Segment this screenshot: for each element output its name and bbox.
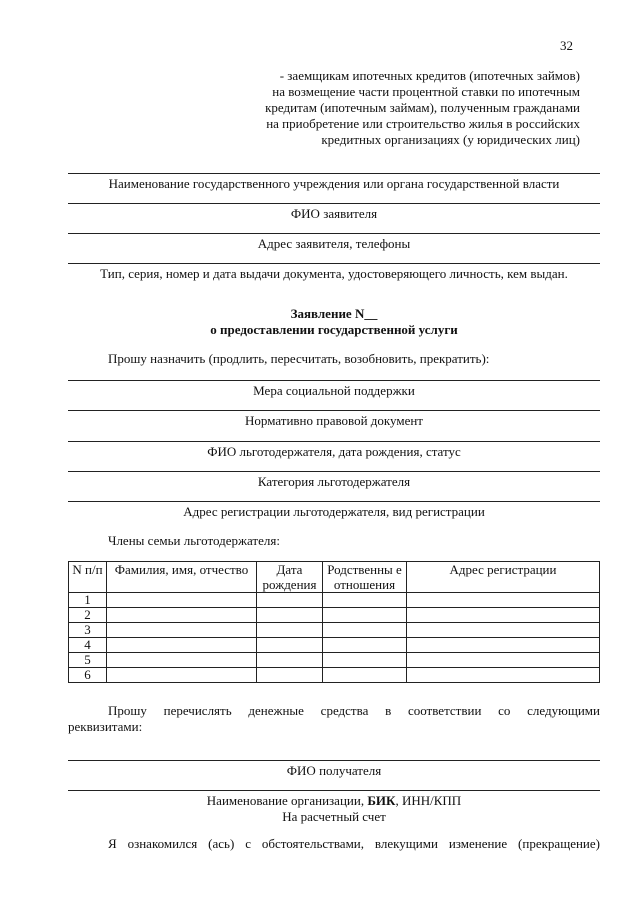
- table-cell[interactable]: [257, 608, 323, 623]
- application-title-line1: Заявление N__: [290, 306, 378, 321]
- legal-document-field-label: Нормативно правовой документ: [68, 410, 600, 429]
- column-header-full-name: Фамилия, имя, отчество: [107, 562, 257, 593]
- table-cell[interactable]: [323, 593, 407, 608]
- table-cell[interactable]: [257, 638, 323, 653]
- table-cell[interactable]: [257, 623, 323, 638]
- beneficiary-category-field-label: Категория льготодержателя: [68, 471, 600, 490]
- table-cell[interactable]: [257, 668, 323, 683]
- column-header-birth-date: Дата рождения: [257, 562, 323, 593]
- table-cell[interactable]: [323, 653, 407, 668]
- table-row: [69, 608, 600, 623]
- organization-field-label: [68, 790, 600, 825]
- table-cell[interactable]: [323, 608, 407, 623]
- table-cell[interactable]: [407, 653, 600, 668]
- addressee-line: на приобретение или строительство жилья в российских: [266, 116, 580, 131]
- beneficiary-address-field-label: Адрес регистрации льготодержателя, вид регистрации: [68, 501, 600, 520]
- table-cell[interactable]: [107, 653, 257, 668]
- application-title: [68, 306, 600, 338]
- column-header-relationship: Родственны е отношения: [323, 562, 407, 593]
- applicant-name-field-label: ФИО заявителя: [68, 203, 600, 222]
- table-cell[interactable]: [407, 593, 600, 608]
- row-number: 2: [69, 608, 107, 623]
- column-header-registration-address: Адрес регистрации: [407, 562, 600, 593]
- addressee-line: - заемщикам ипотечных кредитов (ипотечных займов): [279, 68, 580, 83]
- table-row: [69, 593, 600, 608]
- table-row: [69, 623, 600, 638]
- transfer-text-line1: Прошу перечислять денежные средства в соответствии со следующими: [108, 703, 600, 718]
- addressee-line: кредитам (ипотечным займам), полученным гражданами: [265, 100, 580, 115]
- institution-field-label: Наименование государственного учреждения или органа государственной власти: [68, 173, 600, 192]
- table-cell[interactable]: [407, 638, 600, 653]
- table-cell[interactable]: [323, 668, 407, 683]
- row-number: 4: [69, 638, 107, 653]
- family-members-table: [68, 561, 600, 683]
- table-row: [69, 638, 600, 653]
- table-cell[interactable]: [323, 623, 407, 638]
- table-cell[interactable]: [257, 593, 323, 608]
- page-number: 32: [560, 38, 573, 53]
- row-number: 3: [69, 623, 107, 638]
- request-text: Прошу назначить (продлить, пересчитать, возобновить, прекратить):: [108, 351, 490, 366]
- organization-label-end: , ИНН/КПП: [395, 793, 462, 808]
- final-acknowledgement-text: Я ознакомился (ась) с обстоятельствами, влекущими изменение (прекращение): [108, 836, 600, 851]
- table-cell[interactable]: [407, 623, 600, 638]
- table-cell[interactable]: [407, 608, 600, 623]
- transfer-text-line2: реквизитами:: [68, 719, 143, 734]
- table-row: [69, 653, 600, 668]
- support-measure-field-label: Мера социальной поддержки: [68, 380, 600, 399]
- table-cell[interactable]: [107, 623, 257, 638]
- table-cell[interactable]: [107, 593, 257, 608]
- settlement-account-label: На расчетный счет: [282, 809, 386, 824]
- row-number: 1: [69, 593, 107, 608]
- table-header-row: [69, 562, 600, 593]
- table-row: [69, 668, 600, 683]
- organization-label-start: Наименование организации,: [206, 793, 368, 808]
- addressee-line: кредитных организациях (у юридических лиц): [321, 132, 580, 147]
- bik-label: БИК: [367, 793, 396, 808]
- table-cell[interactable]: [107, 608, 257, 623]
- applicant-address-field-label: Адрес заявителя, телефоны: [68, 233, 600, 252]
- row-number: 6: [69, 668, 107, 683]
- organization-field-line1: [68, 793, 600, 809]
- addressee-block: [240, 68, 580, 148]
- table-cell[interactable]: [107, 668, 257, 683]
- addressee-line: на возмещение части процентной ставки по ипотечным: [272, 84, 580, 99]
- table-cell[interactable]: [407, 668, 600, 683]
- beneficiary-name-field-label: ФИО льготодержателя, дата рождения, статус: [68, 441, 600, 460]
- table-cell[interactable]: [323, 638, 407, 653]
- column-header-number: N п/п: [69, 562, 107, 593]
- identity-document-field-label: Тип, серия, номер и дата выдачи документа, удостоверяющего личность, кем выдан.: [68, 263, 600, 282]
- application-title-line2: о предоставлении государственной услуги: [210, 322, 458, 337]
- table-cell[interactable]: [257, 653, 323, 668]
- table-cell[interactable]: [107, 638, 257, 653]
- family-members-label: Члены семьи льготодержателя:: [108, 533, 280, 548]
- row-number: 5: [69, 653, 107, 668]
- recipient-name-field-label: ФИО получателя: [68, 760, 600, 779]
